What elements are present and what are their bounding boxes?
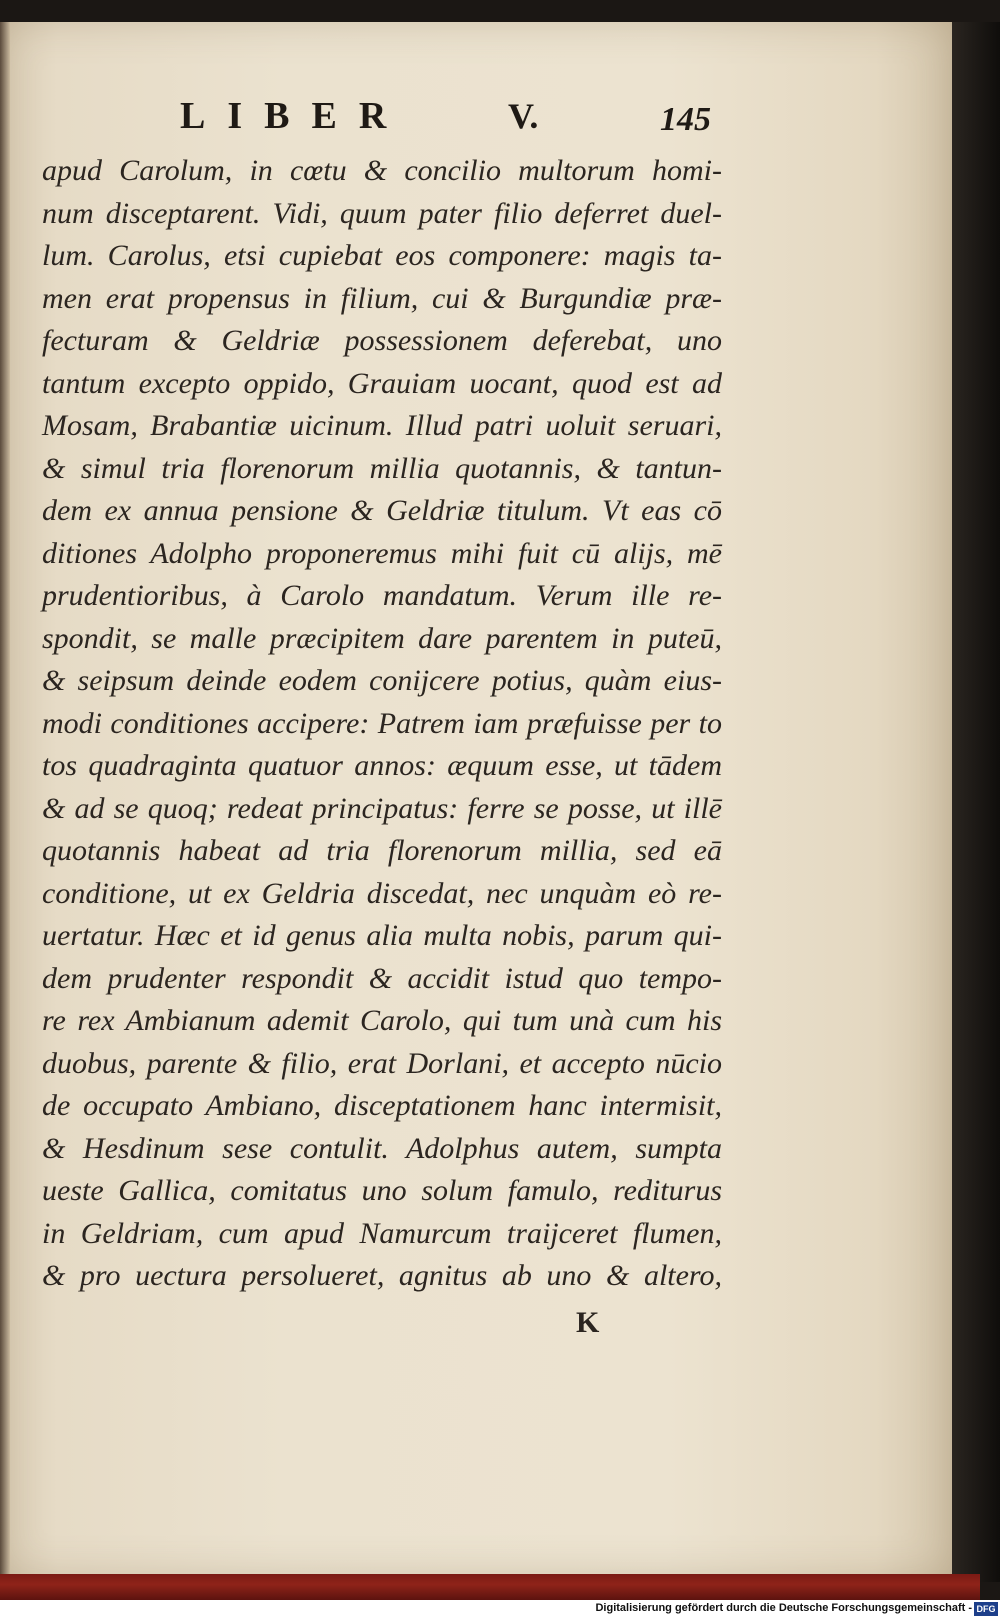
text-line: conditione, ut ex Geldria discedat, nec unquàm eò re- (42, 876, 722, 910)
text-line: tos quadraginta quatuor annos: æquum esse, ut tādem (42, 749, 722, 782)
digitization-footer (0, 1600, 1000, 1619)
text-line: lum. Carolus, etsi cupiebat eos componere: magis ta- (42, 239, 722, 272)
text-line: fecturam & Geldriæ possessionem deferebat, uno (42, 324, 722, 357)
text-line: & ad se quoq; redeat principatus: ferre se posse, ut illē (42, 791, 722, 825)
dfg-logo: DFG (974, 1602, 998, 1616)
text-line: & seipsum deinde eodem conijcere potius, quàm eius- (42, 664, 722, 697)
text-line: tantum excepto oppido, Grauiam uocant, quod est ad (42, 366, 722, 400)
text-line: & pro uectura persolueret, agnitus ab uno & altero, (42, 1259, 722, 1292)
text-line: & Hesdinum sese contulit. Adolphus autem, sumpta (42, 1131, 722, 1165)
text-line: men erat propensus in filium, cui & Burgundiæ præ- (42, 281, 722, 315)
text-line: ueste Gallica, comitatus uno solum famulo, rediturus (42, 1174, 722, 1207)
text-line: de occupato Ambiano, disceptationem hanc intermisit, (42, 1089, 722, 1122)
scan-background-right (952, 22, 1000, 1582)
running-title: LIBER (180, 95, 409, 137)
text-line: dem prudenter respondit & accidit istud quo tempo- (42, 961, 722, 995)
text-line: spondit, se malle præcipitem dare parentem in puteū, (42, 621, 722, 655)
funding-notice: Digitalisierung gefördert durch die Deutsche Forschungsgemeinschaft - (595, 1602, 972, 1614)
text-line: dem ex annua pensione & Geldriæ titulum. Vt eas cō (42, 494, 722, 527)
text-line: ditiones Adolpho proponeremus mihi fuit cū alijs, mē (42, 536, 722, 570)
page-gutter-edge (0, 22, 10, 1577)
body-text (42, 150, 722, 1298)
red-page-edge (0, 1574, 980, 1600)
text-line: modi conditiones accipere: Patrem iam præfuisse per to (42, 706, 722, 740)
text-line: apud Carolum, in cœtu & concilio multorum homi- (42, 154, 722, 187)
text-line: & simul tria florenorum millia quotannis, & tantun- (42, 451, 722, 485)
text-line: quotannis habeat ad tria florenorum millia, sed eā (42, 834, 722, 867)
running-header (180, 96, 720, 136)
text-line: Mosam, Brabantiæ uicinum. Illud patri uoluit seruari, (42, 409, 722, 442)
text-line: duobus, parente & filio, erat Dorlani, et accepto nūcio (42, 1046, 722, 1080)
page-number: 145 (660, 101, 711, 138)
book-number: V. (508, 96, 539, 136)
text-line: uertatur. Hæc et id genus alia multa nobis, parum qui- (42, 919, 722, 952)
text-line: in Geldriam, cum apud Namurcum traijceret flumen, (42, 1216, 722, 1250)
text-line: re rex Ambianum ademit Carolo, qui tum unà cum his (42, 1004, 722, 1037)
text-line: prudentioribus, à Carolo mandatum. Verum ille re- (42, 579, 722, 612)
signature-mark: K (576, 1306, 600, 1339)
text-line: num disceptarent. Vidi, quum pater filio deferret duel- (42, 196, 722, 230)
